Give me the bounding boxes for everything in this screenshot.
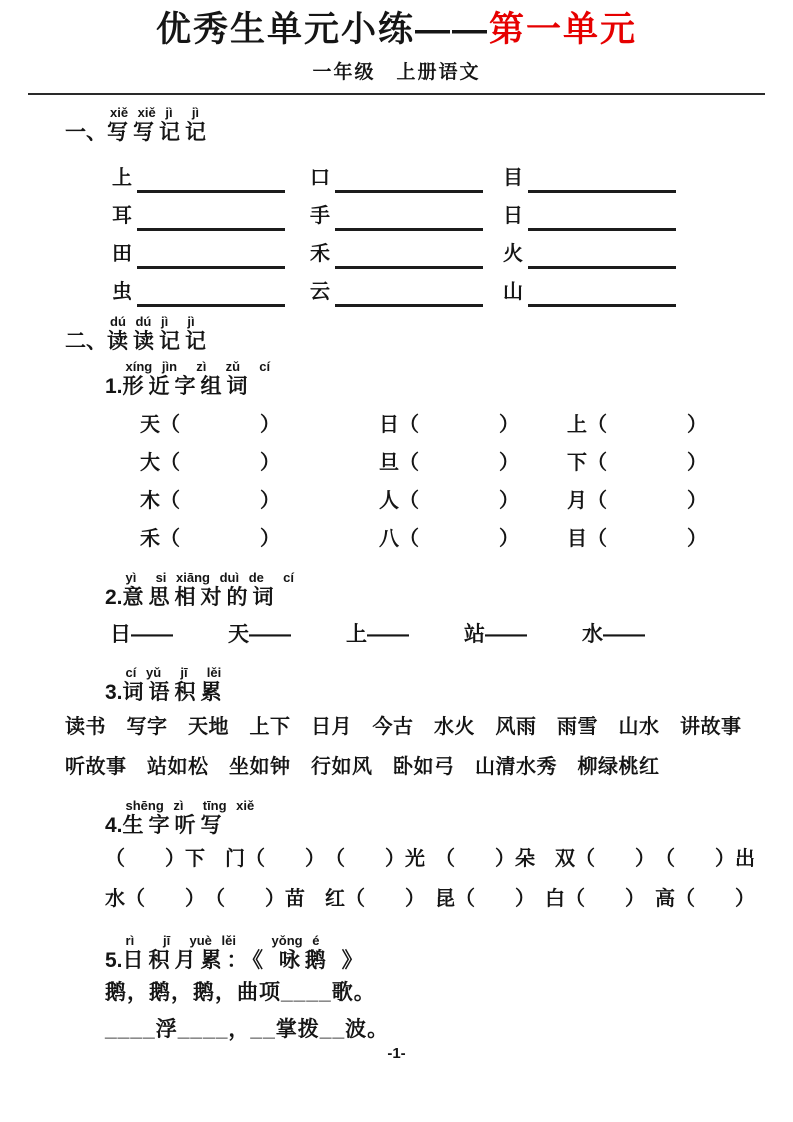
opposite-item: 水—— bbox=[582, 623, 645, 646]
heading-text: 日积月累：《 咏鹅 》 bbox=[122, 949, 368, 972]
write-item bbox=[112, 152, 310, 190]
character: 火 bbox=[503, 243, 523, 265]
pinyin-label: cí yǔ jī lěi bbox=[125, 665, 222, 680]
sub5-heading bbox=[105, 933, 763, 974]
worksheet-content bbox=[0, 105, 793, 1048]
fill-item: 旦（ ） bbox=[379, 452, 519, 474]
answer-blank bbox=[137, 284, 285, 307]
poem-line: 鹅，鹅，鹅，曲项____歌。 bbox=[105, 981, 376, 1004]
word-list-line: 听故事 站如松 坐如钟 行如风 卧如弓 山清水秀 柳绿桃红 bbox=[65, 756, 660, 778]
opposite-item: 天—— bbox=[228, 623, 291, 646]
pinyin-label: yì si xiāng duì de cí bbox=[125, 570, 294, 585]
write-item bbox=[112, 266, 310, 304]
character: 山 bbox=[503, 281, 523, 303]
heading-text: 读读记记 bbox=[107, 330, 211, 353]
item-number: 1. bbox=[105, 375, 123, 398]
sub3-heading bbox=[105, 665, 763, 706]
character: 云 bbox=[310, 281, 330, 303]
heading-block bbox=[107, 314, 211, 355]
dictation-line: 水（ ） （ ）苗 红（ ） 昆（ ） 白（ ） 高（ ） bbox=[105, 888, 755, 910]
pinyin-label: shēng zì tīng xiě bbox=[125, 798, 255, 813]
fill-item: 八（ ） bbox=[379, 528, 519, 550]
section-number: 一、 bbox=[65, 121, 107, 144]
heading-block bbox=[123, 359, 271, 400]
opposite-item: 站—— bbox=[464, 623, 527, 646]
section-read-heading bbox=[65, 314, 763, 355]
item-number: 5. bbox=[105, 949, 123, 972]
pinyin-label: xíng jìn zì zǔ cí bbox=[125, 359, 271, 374]
heading-block bbox=[123, 798, 255, 839]
fill-item: 大（ ） bbox=[140, 452, 280, 474]
answer-blank bbox=[528, 284, 676, 307]
write-item bbox=[112, 190, 310, 228]
write-item bbox=[503, 190, 763, 228]
heading-block bbox=[107, 105, 211, 146]
character: 日 bbox=[503, 205, 523, 227]
write-item bbox=[112, 228, 310, 266]
write-item bbox=[503, 228, 763, 266]
answer-blank bbox=[335, 284, 483, 307]
fill-item: 木（ ） bbox=[140, 490, 280, 512]
fill-item: 目（ ） bbox=[567, 528, 707, 550]
sub2-heading bbox=[105, 570, 763, 611]
write-item bbox=[310, 266, 503, 304]
item-number: 2. bbox=[105, 586, 123, 609]
heading-block bbox=[123, 665, 227, 706]
section-number: 二、 bbox=[65, 330, 107, 353]
heading-text: 生字听写 bbox=[122, 814, 227, 837]
word-list-line: 读书 写字 天地 上下 日月 今古 水火 风雨 雨雪 山水 讲故事 bbox=[65, 716, 742, 738]
character: 手 bbox=[310, 205, 330, 227]
write-item bbox=[503, 152, 763, 190]
header bbox=[0, 0, 793, 85]
character: 上 bbox=[112, 167, 132, 189]
item-number: 4. bbox=[105, 814, 123, 837]
near-character-grid bbox=[65, 406, 763, 558]
write-item bbox=[310, 152, 503, 190]
sub4-heading bbox=[105, 798, 763, 839]
write-grid bbox=[65, 152, 763, 304]
dictation-line: （ ）下 门（ ） （ ）光 （ ）朵 双（ ） （ ）出 bbox=[105, 848, 755, 870]
sub1-heading bbox=[105, 359, 763, 400]
heading-block bbox=[123, 570, 294, 611]
header-divider bbox=[28, 93, 765, 95]
page-title bbox=[0, 8, 793, 52]
pinyin-label: dú dú jì jì bbox=[110, 314, 195, 329]
heading-text: 意思相对的词 bbox=[122, 586, 279, 609]
opposite-item: 上—— bbox=[346, 623, 409, 646]
heading-text: 词语积累 bbox=[122, 681, 227, 704]
title-unit: 第一单元 bbox=[489, 10, 638, 49]
page-number: -1- bbox=[387, 1045, 406, 1062]
character: 口 bbox=[310, 167, 330, 189]
character: 目 bbox=[503, 167, 523, 189]
opposite-item: 日—— bbox=[110, 623, 173, 646]
section-write-heading bbox=[65, 105, 763, 146]
write-item bbox=[310, 190, 503, 228]
fill-item: 月（ ） bbox=[567, 490, 707, 512]
item-number: 3. bbox=[105, 681, 123, 704]
fill-item: 人（ ） bbox=[379, 490, 519, 512]
heading-text: 写写记记 bbox=[107, 121, 211, 144]
character: 耳 bbox=[112, 205, 132, 227]
fill-item: 上（ ） bbox=[567, 414, 707, 436]
character: 虫 bbox=[112, 281, 132, 303]
poem-line: ____浮____，__掌拨__波。 bbox=[105, 1018, 390, 1041]
write-item bbox=[310, 228, 503, 266]
fill-item: 日（ ） bbox=[379, 414, 519, 436]
pinyin-label: rì jī yuè lěi yǒng é bbox=[125, 933, 320, 948]
fill-item: 禾（ ） bbox=[140, 528, 280, 550]
opposite-words-row bbox=[65, 621, 763, 649]
heading-block bbox=[123, 933, 368, 974]
write-item bbox=[503, 266, 763, 304]
title-main: 优秀生单元小练—— bbox=[155, 10, 489, 49]
heading-text: 形近字组词 bbox=[122, 375, 253, 398]
fill-item: 天（ ） bbox=[140, 414, 280, 436]
fill-item: 下（ ） bbox=[567, 452, 707, 474]
character: 田 bbox=[112, 243, 132, 265]
character: 禾 bbox=[310, 243, 330, 265]
subtitle: 一年级 上册语文 bbox=[312, 62, 481, 83]
pinyin-label: xiě xiě jì jì bbox=[110, 105, 200, 120]
